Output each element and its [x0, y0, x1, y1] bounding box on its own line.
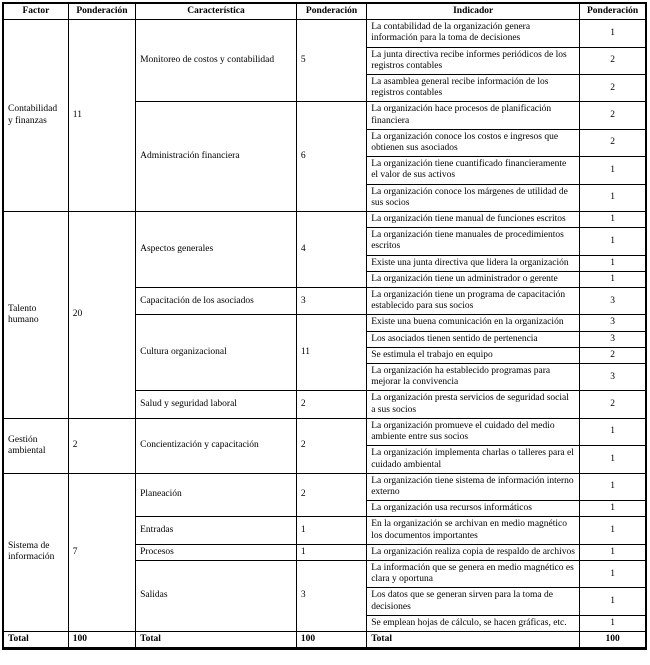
evaluation-table — [2, 2, 647, 650]
indicator-cell: Los asociados tienen sentido de pertenencia — [367, 331, 580, 347]
characteristic-cell: Planeación — [136, 473, 297, 517]
indicator-weight-cell: 1 — [580, 228, 646, 255]
factor-weight-cell: 7 — [68, 473, 135, 631]
indicator-weight-cell: 2 — [580, 102, 646, 129]
total-label-cell: Total — [136, 631, 297, 648]
indicator-weight-cell: 1 — [580, 473, 646, 500]
indicator-cell: La junta directiva recibe informes periódicos de los registros contables — [367, 47, 580, 74]
indicator-cell: La organización usa recursos informáticos — [367, 501, 580, 517]
factor-cell: Sistema de información — [3, 473, 68, 631]
indicator-cell: La organización implementa charlas o talleres para el cuidado ambiental — [367, 446, 580, 473]
indicator-weight-cell: 1 — [580, 615, 646, 631]
indicator-weight-cell: 1 — [580, 20, 646, 47]
characteristic-cell: Aspectos generales — [136, 212, 297, 288]
indicator-cell: La organización tiene cuantificado financieramente el valor de sus activos — [367, 157, 580, 184]
indicator-weight-cell: 1 — [580, 588, 646, 615]
header-row — [3, 3, 646, 20]
indicator-cell: La contabilidad de la organización genera información para la toma de decisiones — [367, 20, 580, 47]
indicator-weight-cell: 3 — [580, 364, 646, 391]
indicator-cell: La organización conoce los márgenes de utilidad de sus socios — [367, 184, 580, 211]
indicator-cell: La organización tiene manual de funciones escritos — [367, 212, 580, 228]
table-row — [3, 473, 646, 500]
table-row — [3, 212, 646, 228]
factor-cell: Talento humano — [3, 212, 68, 419]
indicator-weight-cell: 1 — [580, 255, 646, 271]
characteristic-weight-cell: 3 — [296, 560, 366, 631]
indicator-weight-cell: 2 — [580, 75, 646, 102]
indicator-weight-cell: 1 — [580, 184, 646, 211]
factor-cell: Contabilidad y finanzas — [3, 20, 68, 212]
characteristic-weight-cell: 4 — [296, 212, 366, 288]
characteristic-cell: Entradas — [136, 517, 297, 544]
column-header: Ponderación — [296, 3, 366, 20]
total-label-cell: Total — [3, 631, 68, 648]
factor-weight-cell: 20 — [68, 212, 135, 419]
characteristic-weight-cell: 1 — [296, 544, 366, 560]
indicator-cell: Se estimula el trabajo en equipo — [367, 347, 580, 363]
characteristic-cell: Salud y seguridad laboral — [136, 391, 297, 418]
total-value-cell: 100 — [68, 631, 135, 648]
characteristic-weight-cell: 2 — [296, 473, 366, 517]
characteristic-weight-cell: 11 — [296, 315, 366, 391]
indicator-cell: Se emplean hojas de cálculo, se hacen gráficas, etc. — [367, 615, 580, 631]
indicator-cell: La organización realiza copia de respaldo de archivos — [367, 544, 580, 560]
indicator-weight-cell: 2 — [580, 47, 646, 74]
characteristic-cell: Concientización y capacitación — [136, 418, 297, 473]
characteristic-weight-cell: 6 — [296, 102, 366, 212]
column-header: Factor — [3, 3, 68, 20]
indicator-cell: Los datos que se generan sirven para la toma de decisiones — [367, 588, 580, 615]
table-body — [3, 20, 646, 632]
characteristic-weight-cell: 5 — [296, 20, 366, 102]
characteristic-weight-cell: 2 — [296, 391, 366, 418]
characteristic-cell: Monitoreo de costos y contabilidad — [136, 20, 297, 102]
indicator-cell: En la organización se archivan en medio magnético los documentos importantes — [367, 517, 580, 544]
indicator-cell: Existe una junta directiva que lidera la organización — [367, 255, 580, 271]
column-header: Ponderación — [68, 3, 135, 20]
factor-cell: Gestión ambiental — [3, 418, 68, 473]
indicator-cell: La organización ha establecido programas para mejorar la convivencia — [367, 364, 580, 391]
total-row — [3, 631, 646, 648]
indicator-weight-cell: 3 — [580, 288, 646, 315]
column-header: Indicador — [367, 3, 580, 20]
column-header: Característica — [136, 3, 297, 20]
indicator-weight-cell: 3 — [580, 331, 646, 347]
indicator-weight-cell: 1 — [580, 157, 646, 184]
characteristic-cell: Salidas — [136, 560, 297, 631]
indicator-weight-cell: 1 — [580, 501, 646, 517]
column-header: Ponderación — [580, 3, 646, 20]
indicator-cell: La organización conoce los costos e ingresos que obtienen sus asociados — [367, 129, 580, 156]
table-footer — [3, 631, 646, 648]
indicator-cell: La organización hace procesos de planificación financiera — [367, 102, 580, 129]
indicator-cell: Existe una buena comunicación en la organización — [367, 315, 580, 331]
indicator-cell: La información que se genera en medio magnético es clara y oportuna — [367, 560, 580, 587]
factor-weight-cell: 11 — [68, 20, 135, 212]
indicator-weight-cell: 1 — [580, 517, 646, 544]
table-row — [3, 20, 646, 47]
characteristic-weight-cell: 3 — [296, 288, 366, 315]
characteristic-cell: Administración financiera — [136, 102, 297, 212]
indicator-cell: La organización tiene un programa de capacitación establecido para sus socios — [367, 288, 580, 315]
indicator-weight-cell: 1 — [580, 271, 646, 287]
indicator-cell: La organización tiene sistema de información interno externo — [367, 473, 580, 500]
indicator-cell: La organización tiene un administrador o gerente — [367, 271, 580, 287]
characteristic-cell: Cultura organizacional — [136, 315, 297, 391]
table-header — [3, 3, 646, 20]
characteristic-weight-cell: 2 — [296, 418, 366, 473]
factor-weight-cell: 2 — [68, 418, 135, 473]
indicator-weight-cell: 2 — [580, 129, 646, 156]
characteristic-cell: Capacitación de los asociados — [136, 288, 297, 315]
indicator-cell: La organización tiene manuales de procedimientos escritos — [367, 228, 580, 255]
table-row — [3, 418, 646, 445]
indicator-weight-cell: 3 — [580, 315, 646, 331]
total-value-cell: 100 — [580, 631, 646, 648]
characteristic-cell: Procesos — [136, 544, 297, 560]
indicator-cell: La organización promueve el cuidado del medio ambiente entre sus socios — [367, 418, 580, 445]
characteristic-weight-cell: 1 — [296, 517, 366, 544]
total-label-cell: Total — [367, 631, 580, 648]
indicator-cell: La asamblea general recibe información de los registros contables — [367, 75, 580, 102]
indicator-weight-cell: 2 — [580, 347, 646, 363]
indicator-weight-cell: 2 — [580, 391, 646, 418]
indicator-weight-cell: 1 — [580, 418, 646, 445]
indicator-weight-cell: 1 — [580, 560, 646, 587]
total-value-cell: 100 — [296, 631, 366, 648]
indicator-cell: La organización presta servicios de seguridad social a sus socios — [367, 391, 580, 418]
indicator-weight-cell: 1 — [580, 544, 646, 560]
indicator-weight-cell: 1 — [580, 212, 646, 228]
indicator-weight-cell: 1 — [580, 446, 646, 473]
